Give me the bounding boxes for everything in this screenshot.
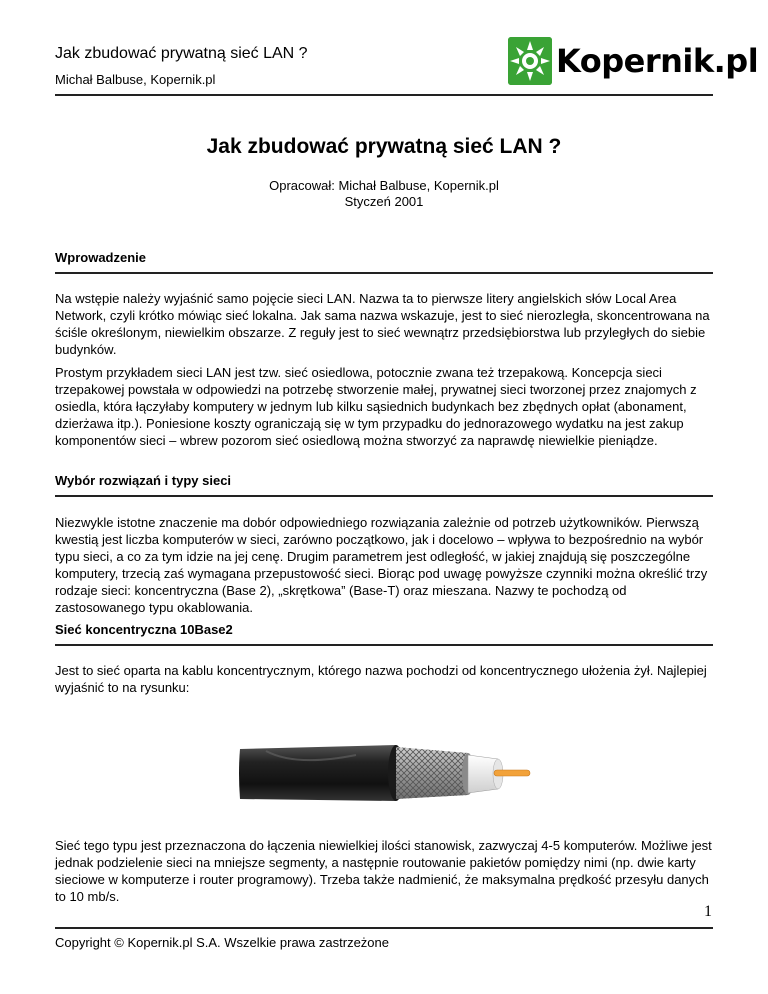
section-heading-network-types: Wybór rozwiązań i typy sieci bbox=[55, 473, 232, 488]
header-title: Jak zbudować prywatną sieć LAN ? bbox=[55, 45, 308, 62]
footer-copyright: Copyright © Kopernik.pl S.A. Wszelkie prawa zastrzeżone bbox=[55, 935, 389, 950]
coaxial-cable-illustration bbox=[236, 737, 536, 809]
section-heading-coaxial: Sieć koncentryczna 10Base2 bbox=[55, 622, 233, 637]
document-meta bbox=[0, 178, 768, 210]
paragraph: Jest to sieć oparta na kablu koncentrycznym, którego nazwa pochodzi od koncentrycznego ułożenia żył. Najlepiej wyjaśnić to na rysunku: bbox=[55, 663, 707, 695]
page-number: 1 bbox=[704, 903, 712, 920]
footer-divider bbox=[55, 927, 713, 929]
section-divider bbox=[55, 272, 713, 274]
paragraph: Sieć tego typu jest przeznaczona do łączenia niewielkiej ilości stanowisk, zazwyczaj 4-5 komputerów. Możliwe jest jednak podzielenie sieci na mniejsze segmenty, a następnie routowanie pakietów pomiędzy nimi (np. dwie karty sieciowe w komputerze i router programowy). Trzeba także nadmienić, że maksymalna prędkość przesyłu danych to 10 mb/s. bbox=[55, 838, 712, 904]
header-author: Michał Balbuse, Kopernik.pl bbox=[55, 72, 216, 87]
paragraph: Na wstępie należy wyjaśnić samo pojęcie sieci LAN. Nazwa ta to pierwsze litery angielskich słów Local Area Network, czyli krótko mówiąc sieć lokalna. Jak sama nazwa wskazuje, jest to sieć nierozległa, skoncentrowana na ściśle określonym, niewielkim obszarze. Z reguły jest to sieć wewnątrz przedsiębiorstwa lub przyległych do siebie budynków. bbox=[55, 291, 710, 357]
section-divider bbox=[55, 644, 713, 646]
document-date: Styczeń 2001 bbox=[344, 194, 424, 209]
paragraph: Niezwykle istotne znaczenie ma dobór odpowiedniego rozwiązania zależnie od potrzeb użytkowników. Pierwszą kwestią jest liczba komputerów w sieci, zarówno początkowo, jak i docelowo – wpływa to bezpośrednio na wybór typu sieci, a co za tym idzie na jej cenę. Drugim parametrem jest odległość, w jakiej znajdują się poszczególne komputery, trzecią zaś wymagana przepustowość sieci. Biorąc pod uwagę powyższe czynniki można określić trzy rodzaje sieci: koncentryczna (Base 2), „skrętkowa” (Base-T) oraz mieszana. Nazwy te pochodzą od zastosowanego typu okablowania. bbox=[55, 515, 708, 615]
logo-text: Kopernik.pl bbox=[556, 42, 759, 80]
sun-logo-icon bbox=[508, 37, 552, 85]
paragraph: Prostym przykładem sieci LAN jest tzw. sieć osiedlowa, potocznie zwana też trzepakową. Koncepcja sieci trzepakowej powstała w odpowiedzi na potrzebę stworzenie małej, prywatnej sieci tworzonej przez znajomych z osiedla, która łączyłaby komputery w jednym lub kilku sąsiednich budynkach bez zbędnych opłat (abonament, dzierżawa itp.). Poniesione koszty ograniczają się w tym przypadku do jednorazowego wydatku na jest zakup komponentów sieci – wbrew pozorom sieć osiedlową można stworzyć za naprawdę niewielkie pieniądze. bbox=[55, 365, 697, 448]
section-divider bbox=[55, 495, 713, 497]
header-divider bbox=[55, 94, 713, 96]
section-heading-introduction: Wprowadzenie bbox=[55, 250, 147, 265]
kopernik-logo bbox=[508, 37, 759, 85]
prepared-by: Opracował: Michał Balbuse, Kopernik.pl bbox=[269, 178, 499, 193]
document-title: Jak zbudować prywatną sieć LAN ? bbox=[206, 135, 562, 158]
